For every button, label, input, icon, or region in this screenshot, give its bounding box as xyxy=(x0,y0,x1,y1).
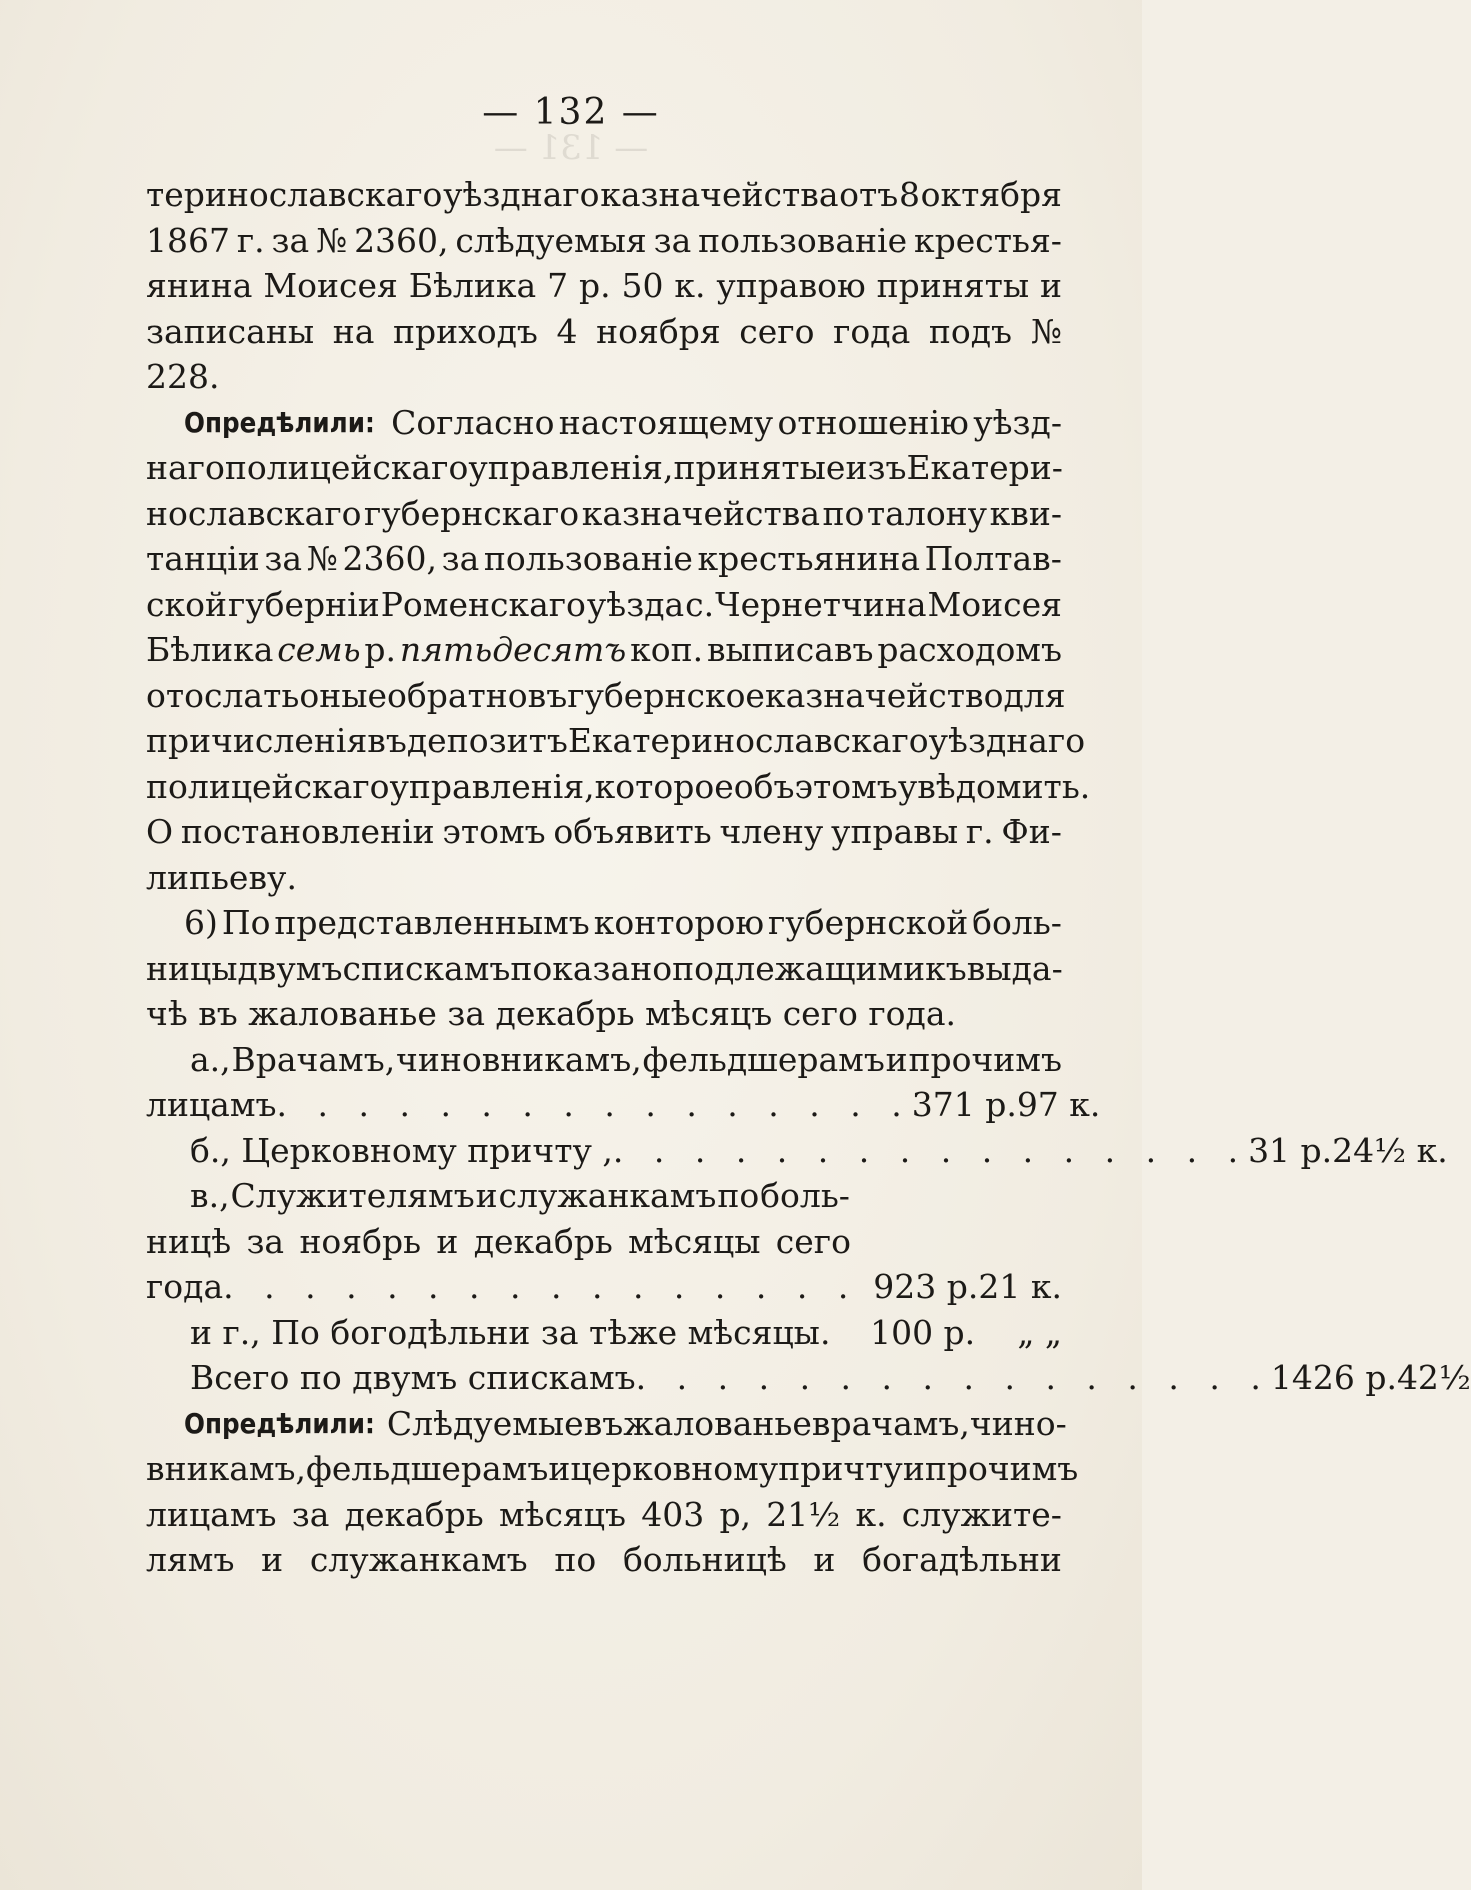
text-line xyxy=(146,354,1062,400)
word: уѣзда xyxy=(586,584,685,624)
amount-rubles: 1426 р. xyxy=(1270,1358,1397,1397)
word: губерніи xyxy=(227,584,380,624)
word: янина xyxy=(146,266,253,305)
word: Моисея xyxy=(263,266,398,305)
word: члену xyxy=(719,812,824,851)
amount-label: и г., По богодѣльни за тѣже мѣсяцы. xyxy=(190,1312,831,1352)
text-line xyxy=(146,1492,1062,1538)
word: въ xyxy=(367,721,407,760)
text-line xyxy=(146,946,1062,992)
amount-kopecks: 42½ xyxy=(1396,1358,1471,1397)
word: настоящему xyxy=(558,402,774,442)
word: казначейства xyxy=(600,175,839,214)
text-line xyxy=(146,172,1062,218)
line-text: Бѣлика xyxy=(146,630,274,669)
word: Врачамъ, xyxy=(231,1039,396,1079)
word: сего xyxy=(739,311,815,351)
word: казначейство xyxy=(764,675,1004,715)
bleed-through-page-number: — 131 — xyxy=(493,128,649,168)
word: показано xyxy=(510,948,673,988)
text-line xyxy=(146,582,1062,628)
word: записаны xyxy=(146,311,315,351)
word: Фи- xyxy=(1001,812,1062,851)
word: танціи xyxy=(146,539,260,578)
word: крестьянина xyxy=(697,539,921,578)
text-line xyxy=(146,309,1062,355)
word: ской xyxy=(146,584,227,624)
word: за xyxy=(291,1494,330,1534)
word: по xyxy=(554,1540,597,1579)
word: 2360, xyxy=(342,539,437,578)
word: губернскаго xyxy=(364,493,580,533)
word: за xyxy=(653,220,692,260)
amount-kopecks: 24½ к. xyxy=(1332,1130,1448,1170)
leader-dots: . . . . . . . . . . . . . . . . xyxy=(612,1130,1249,1170)
word: года xyxy=(833,311,911,351)
word: управленія, xyxy=(389,766,595,806)
word: Чернетчина xyxy=(715,584,927,624)
word: Полтав- xyxy=(924,539,1062,578)
text-line xyxy=(146,445,1062,491)
word: боль- xyxy=(760,1176,850,1215)
word: талону xyxy=(866,493,988,533)
text-line xyxy=(146,764,1091,810)
word: кви- xyxy=(989,493,1062,533)
leader-dots: . . . . . . . . . . . . . . . . xyxy=(223,1267,859,1306)
line-text: липьеву. xyxy=(146,857,297,897)
word: больницѣ xyxy=(622,1540,787,1579)
amount-kopecks: „ „ xyxy=(1017,1312,1062,1352)
text-line xyxy=(146,809,1062,855)
word: этомъ xyxy=(442,812,546,851)
word: на xyxy=(332,311,375,351)
word: за xyxy=(246,1221,285,1261)
word: слѣдуемыя xyxy=(455,220,647,260)
word: церковному xyxy=(570,1449,779,1488)
word: представленнымъ xyxy=(274,903,590,942)
amount-rubles: 100 р. xyxy=(870,1312,976,1352)
word: въ xyxy=(583,1403,624,1443)
word: № xyxy=(1030,311,1062,351)
word: к. xyxy=(855,1494,887,1534)
word: ноября xyxy=(596,311,721,351)
word: полицейскаго xyxy=(146,766,390,806)
word: Моисея xyxy=(927,584,1062,624)
word: врачамъ, xyxy=(811,1403,970,1443)
amount-label: б., Церковному причту , xyxy=(190,1130,613,1170)
word: этомъ xyxy=(794,766,898,806)
word: оные xyxy=(299,675,387,715)
text-line xyxy=(146,1173,850,1219)
word: 21½ xyxy=(766,1494,841,1534)
word: и xyxy=(813,1540,836,1579)
text-line xyxy=(146,900,1062,946)
word: териноcлавскаго xyxy=(146,175,443,214)
word: двумъ xyxy=(237,948,343,988)
text-line xyxy=(146,718,1086,764)
amount-row xyxy=(146,1082,1101,1128)
word: крестья- xyxy=(913,220,1062,260)
word: 2360, xyxy=(354,220,449,260)
word: вникамъ, xyxy=(146,1449,307,1488)
word: Слѣдуемые xyxy=(386,1403,584,1443)
word: причту xyxy=(778,1449,903,1488)
word: уѣзднаго xyxy=(443,175,600,214)
word: ницы xyxy=(146,948,238,988)
word: губернской xyxy=(768,903,969,942)
amount-total-row xyxy=(146,1355,1471,1401)
word: управы xyxy=(831,812,959,851)
text-line xyxy=(146,536,1062,582)
word: лямъ xyxy=(146,1540,235,1579)
word: приходъ xyxy=(393,311,538,351)
text-line xyxy=(146,991,1062,1037)
word: полицейскаго xyxy=(224,448,469,487)
line-text: чѣ въ жалованье за декабрь мѣсяцъ сего года. xyxy=(146,994,956,1033)
word: за xyxy=(441,539,480,578)
word: конторою xyxy=(593,903,765,942)
amount-kopecks: 97 к. xyxy=(1016,1085,1101,1124)
amount-rubles: 31 р. xyxy=(1248,1130,1333,1170)
word: декабрь xyxy=(473,1221,613,1261)
body-text xyxy=(146,172,1471,1583)
text-line xyxy=(146,1537,1062,1583)
word: к. xyxy=(674,266,706,305)
word: 8 xyxy=(898,175,920,214)
text-line xyxy=(146,855,1062,901)
word: 4 xyxy=(556,311,578,351)
word: Екатеринославскаго xyxy=(567,721,929,760)
word: увѣдомить. xyxy=(897,766,1091,806)
word: нославскаго xyxy=(146,493,362,533)
word: октября xyxy=(920,175,1062,214)
word: отослать xyxy=(146,675,300,715)
word: и xyxy=(885,1039,908,1079)
word: 7 xyxy=(547,266,569,305)
word: р. xyxy=(578,266,611,305)
word: управою xyxy=(716,266,866,305)
text-line xyxy=(146,1401,1067,1447)
word: прочимъ xyxy=(924,1449,1079,1488)
word: 6) xyxy=(184,903,218,942)
word: пользованіе xyxy=(698,220,908,260)
word: отношенію xyxy=(777,402,969,442)
word: служанкамъ xyxy=(309,1540,528,1579)
word: и xyxy=(475,1176,498,1215)
italic-amount: пятьдесятъ xyxy=(399,630,627,669)
word: Служителямъ xyxy=(230,1176,475,1215)
text-line xyxy=(146,1219,851,1265)
page-number: — 132 — xyxy=(482,92,660,133)
amount-row xyxy=(146,1310,1062,1356)
word: въ xyxy=(527,675,568,715)
italic-amount: семь xyxy=(277,630,361,669)
leader-dots: . . . . . . . . . . . . . . . . xyxy=(635,1358,1271,1397)
word: мѣсяцы xyxy=(628,1221,761,1261)
leader-dots: . . . . . . . . . . . . . . . . xyxy=(276,1085,912,1124)
text-line xyxy=(146,400,1062,446)
word: чино- xyxy=(969,1403,1067,1443)
word: и xyxy=(436,1221,459,1261)
word: фельдшерамъ xyxy=(306,1449,549,1488)
word: для xyxy=(1003,675,1066,715)
text-line xyxy=(146,627,1062,673)
word: подъ xyxy=(928,311,1013,351)
amount-label: года xyxy=(146,1267,224,1306)
word: и xyxy=(902,1449,925,1488)
word: служите- xyxy=(901,1494,1062,1534)
word: мѣсяцъ xyxy=(498,1494,627,1534)
word: ницѣ xyxy=(146,1221,232,1261)
word: и xyxy=(261,1540,284,1579)
word: чиновникамъ, xyxy=(396,1039,642,1079)
word: в., xyxy=(190,1176,230,1215)
word: причисленія xyxy=(146,721,368,760)
text-line xyxy=(146,263,1062,309)
text-line xyxy=(146,491,1062,537)
text-line xyxy=(146,1037,1062,1083)
word: Екатери- xyxy=(906,448,1063,487)
word: 50 xyxy=(621,266,664,305)
word: р, xyxy=(719,1494,752,1534)
word: жалованье xyxy=(623,1403,812,1443)
word: подлежащими xyxy=(672,948,926,988)
word: г. xyxy=(236,220,265,260)
word: фельдшерамъ xyxy=(642,1039,885,1079)
amount-label: Всего по двумъ спискамъ xyxy=(190,1358,636,1397)
word: которое xyxy=(594,766,734,806)
text-line xyxy=(146,218,1062,264)
word: прочимъ xyxy=(908,1039,1062,1079)
word: обратно xyxy=(387,675,528,715)
word: О xyxy=(146,812,174,851)
word: выписавъ xyxy=(706,630,874,669)
word: по xyxy=(717,1176,760,1215)
amount-rubles: 923 р. xyxy=(873,1267,979,1306)
word: г. xyxy=(965,812,994,851)
word: и xyxy=(1040,266,1062,305)
resolution-heading: Опредѣлили: xyxy=(184,1406,375,1440)
word: а., xyxy=(190,1039,231,1079)
word: за xyxy=(264,539,303,578)
word: № xyxy=(315,220,348,260)
word: по xyxy=(822,493,865,533)
word: ноябрь xyxy=(299,1221,422,1261)
word: коп. xyxy=(630,630,704,669)
word: По xyxy=(221,903,271,942)
word: депозитъ xyxy=(406,721,568,760)
amount-kopecks: 21 к. xyxy=(978,1267,1062,1306)
word: объявить xyxy=(553,812,712,851)
amount-label: лицамъ xyxy=(146,1085,277,1124)
word: уѣзд- xyxy=(973,402,1062,442)
word: Роменскаго xyxy=(380,584,586,624)
word: за xyxy=(271,220,310,260)
word: боль- xyxy=(972,903,1062,942)
word: уѣзднаго xyxy=(928,721,1086,760)
word: спискамъ xyxy=(342,948,511,988)
word: отъ xyxy=(839,175,899,214)
word: казначейства xyxy=(581,493,821,533)
word: и xyxy=(548,1449,571,1488)
word: с. xyxy=(685,584,715,624)
amount-row xyxy=(146,1264,1062,1310)
word: къ xyxy=(925,948,967,988)
word: лицамъ xyxy=(146,1494,277,1534)
word: пользованіе xyxy=(483,539,693,578)
word: изъ xyxy=(845,448,907,487)
word: губернское xyxy=(567,675,765,715)
word: управленія, xyxy=(468,448,674,487)
word: Согласно xyxy=(391,402,555,442)
word: декабрь xyxy=(344,1494,484,1534)
word: выда- xyxy=(966,948,1063,988)
word: объ xyxy=(733,766,795,806)
word: служанкамъ xyxy=(498,1176,717,1215)
word: приняты xyxy=(876,266,1030,305)
amount-row xyxy=(146,1128,1448,1174)
word: наго xyxy=(146,448,225,487)
text-line xyxy=(146,1446,1079,1492)
line-text: р. xyxy=(364,630,397,669)
word: 403 xyxy=(641,1494,705,1534)
word: 1867 xyxy=(146,220,230,260)
word: расходомъ xyxy=(877,630,1062,669)
word: принятые xyxy=(673,448,846,487)
line-text: 228. xyxy=(146,357,220,396)
word: Бѣлика xyxy=(408,266,537,305)
word: постановленіи xyxy=(180,812,435,851)
word: сего xyxy=(775,1221,851,1261)
text-line xyxy=(146,673,1066,719)
amount-rubles: 371 р. xyxy=(911,1085,1017,1124)
word: № xyxy=(306,539,338,578)
word: богадѣльни xyxy=(862,1540,1062,1579)
resolution-heading: Опредѣлили: xyxy=(184,405,375,439)
